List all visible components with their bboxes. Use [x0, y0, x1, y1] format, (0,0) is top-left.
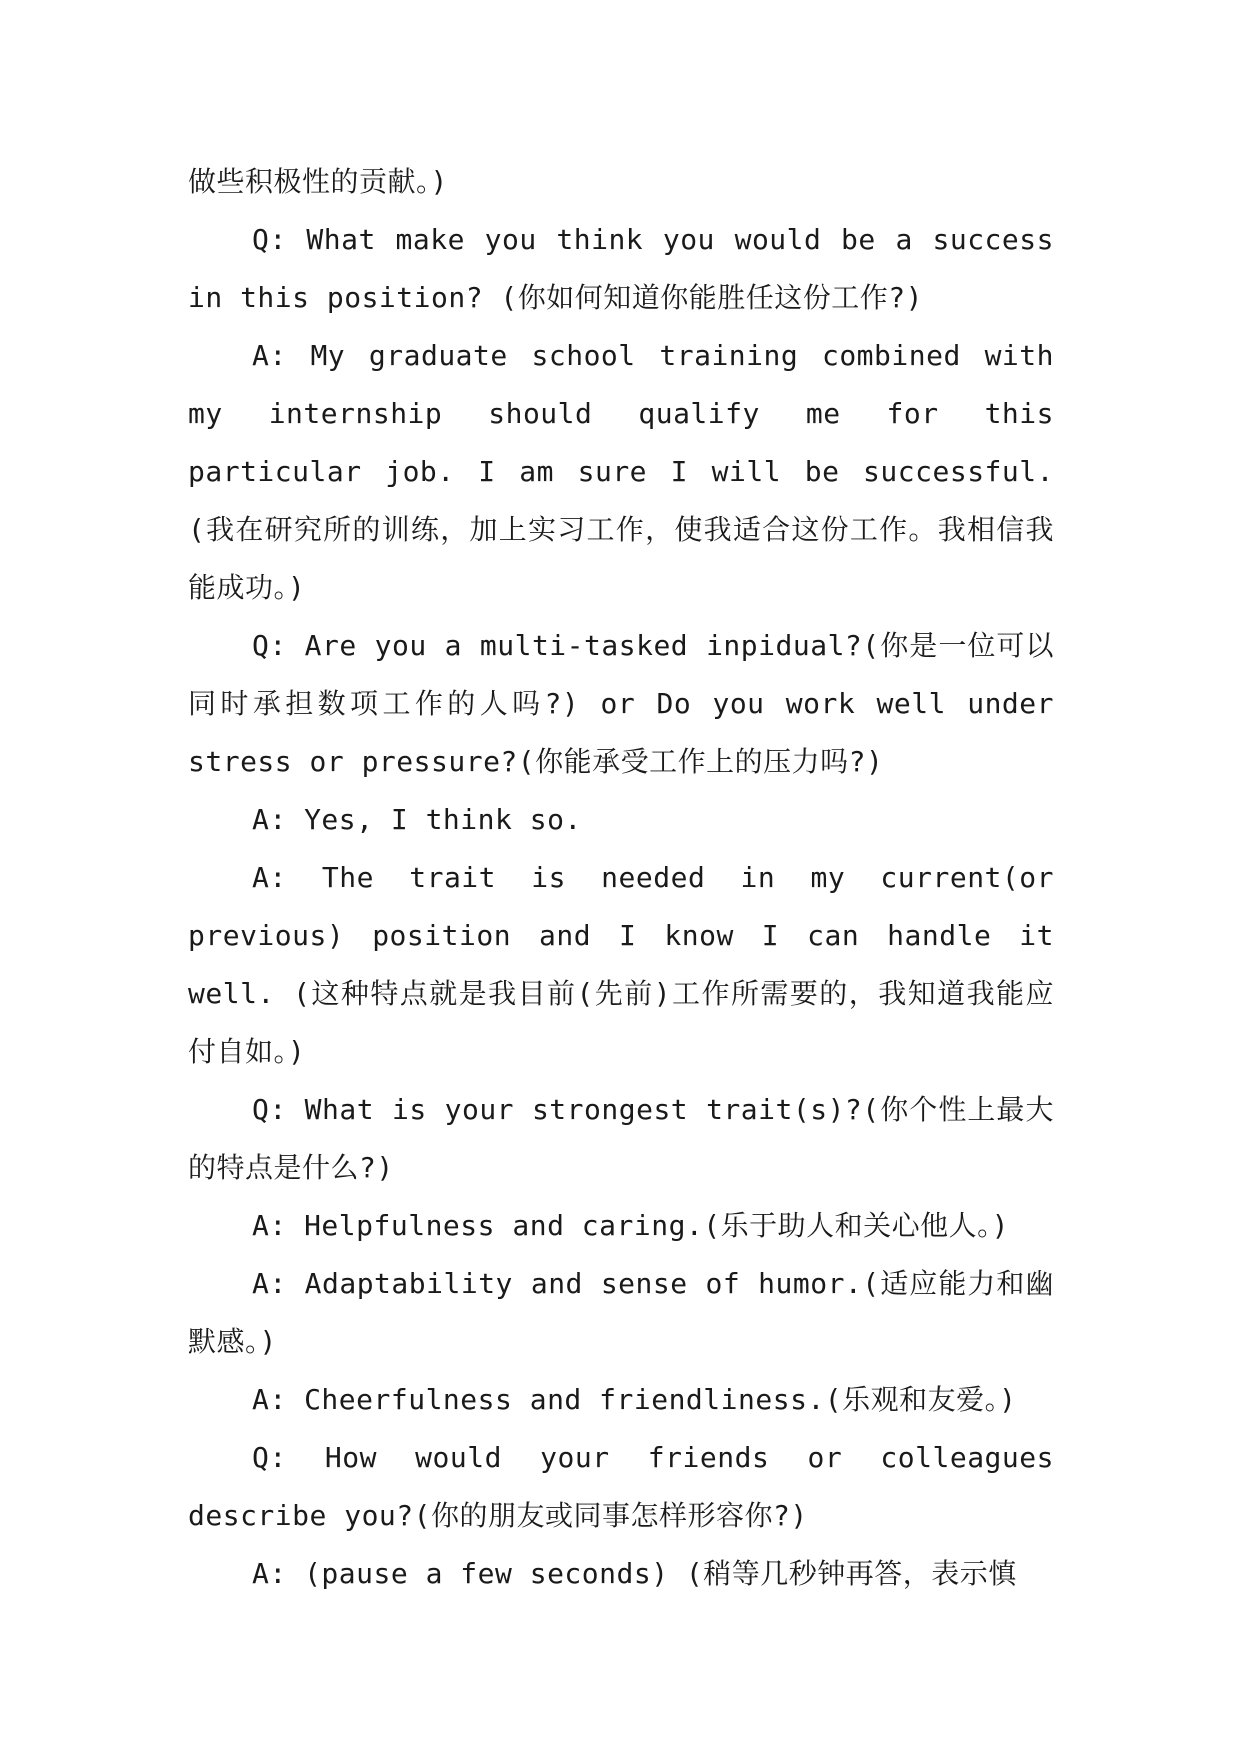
answer-paragraph: A: Helpfulness and caring.(乐于助人和关心他人。) — [252, 1209, 1010, 1242]
question-paragraph: Q: What is your strongest trait(s)?(你个性上最大的特点是什么?) — [188, 1093, 1054, 1184]
answer-paragraph: A: (pause a few seconds) (稍等几秒钟再答，表示慎 — [252, 1557, 1017, 1590]
answer-paragraph: A: The trait is needed in my current(or previous) position and I know I can handle it well. (这种特点就是我目前(先前)工作所需要的，我知道我能应付自如。) — [188, 861, 1054, 1068]
answer-paragraph: A: Yes, I think so. — [252, 803, 582, 836]
question-paragraph: Q: How would your friends or colleagues describe you?(你的朋友或同事怎样形容你?) — [188, 1441, 1054, 1532]
paragraph-continuation: 做些积极性的贡献。) — [188, 165, 448, 198]
answer-paragraph: A: My graduate school training combined with my internship should qualify me for this particular job. I am sure I will be successful. (我在研究所的训练，加上实习工作，使我适合这份工作。我相信我能成功。) — [188, 339, 1054, 604]
answer-paragraph: A: Adaptability and sense of humor.(适应能力和幽默感。) — [188, 1267, 1054, 1358]
document-body — [188, 153, 1054, 1603]
answer-paragraph: A: Cheerfulness and friendliness.(乐观和友爱。) — [252, 1383, 1017, 1416]
question-paragraph: Q: Are you a multi-tasked inpidual?(你是一位可以同时承担数项工作的人吗?) or Do you work well under stress or pressure?(你能承受工作上的压力吗?) — [188, 629, 1054, 778]
question-paragraph: Q: What make you think you would be a success in this position? (你如何知道你能胜任这份工作?) — [188, 223, 1054, 314]
